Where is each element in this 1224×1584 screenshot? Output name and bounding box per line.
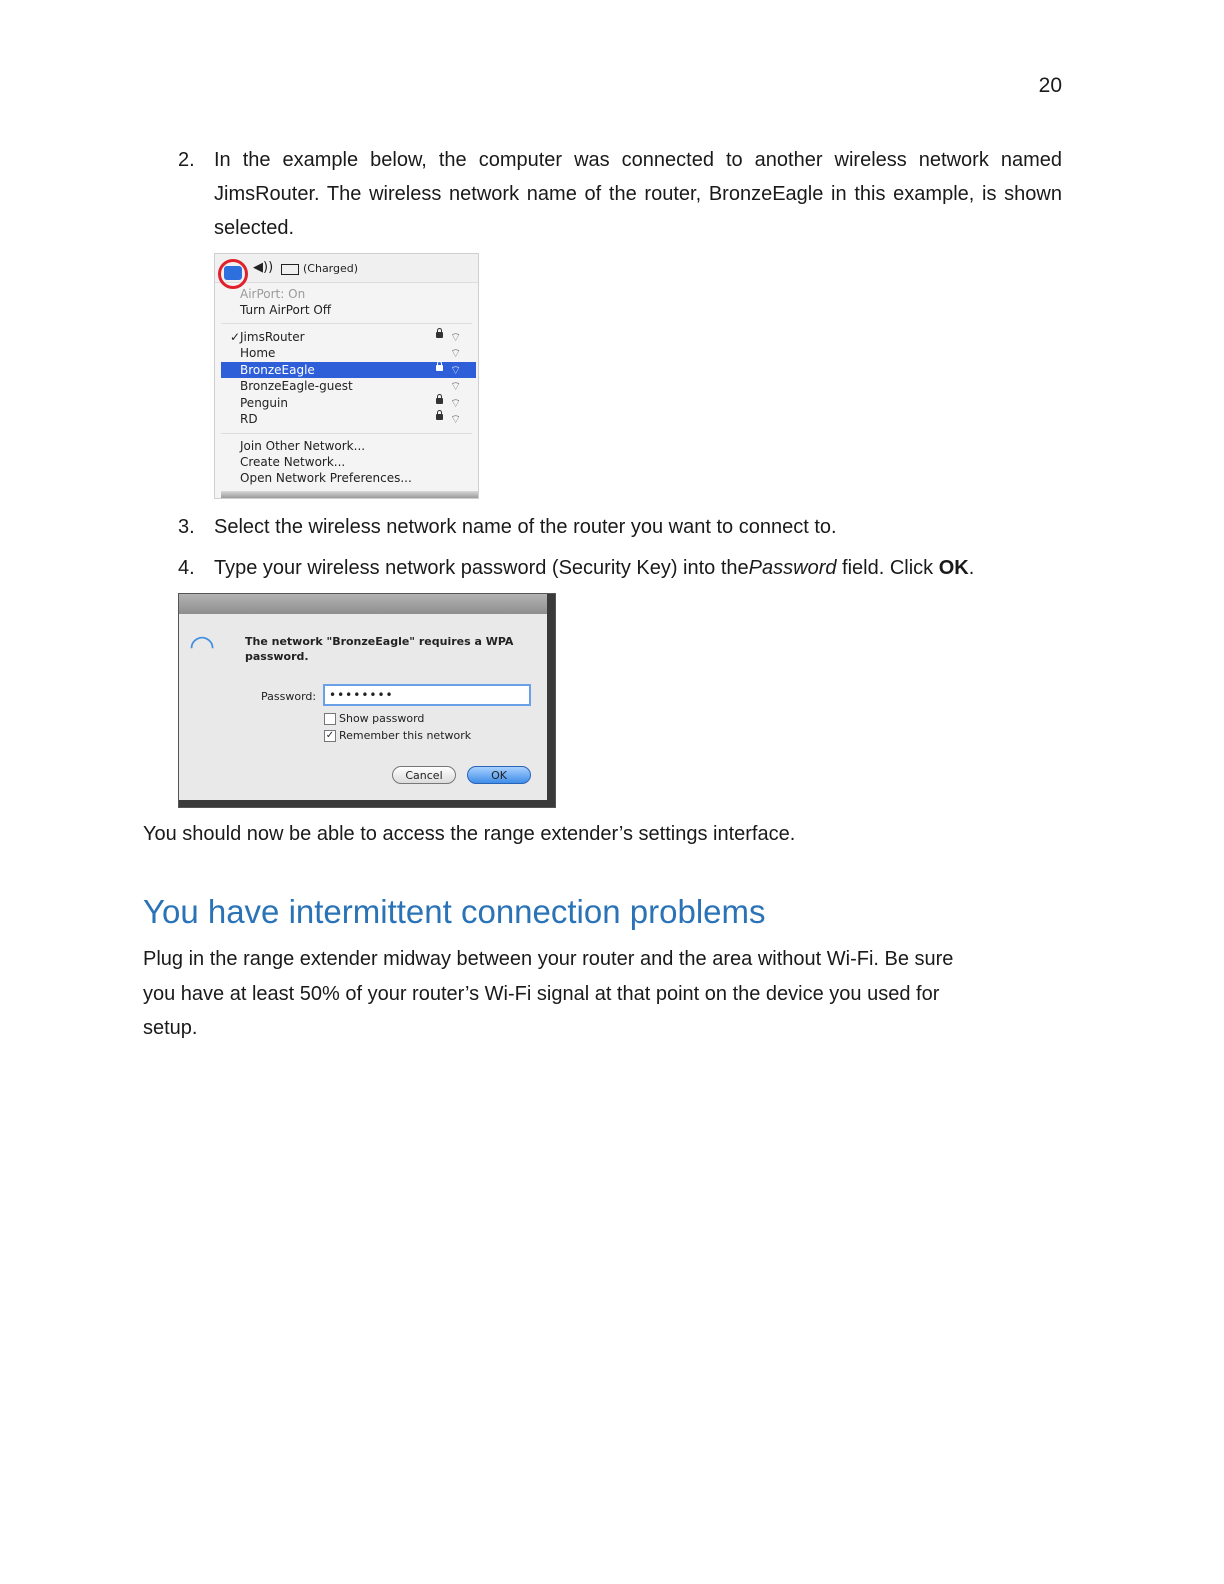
password-field-reference: Password — [748, 557, 837, 579]
section-body: Plug in the range extender midway between your router and the area without Wi-Fi. Be sure you have at least 50% of your router’s Wi-Fi signal at that point on the device you used for setup. — [143, 948, 954, 1039]
dialog-message: The network "BronzeEagle" requires a WPA password. — [245, 635, 514, 663]
password-input[interactable]: •••••••• — [323, 684, 531, 706]
show-password-label: Show password — [339, 712, 425, 725]
lock-icon — [436, 365, 443, 371]
step-text-part: Type your wireless network password (Security Key) into the — [214, 557, 749, 579]
dialog-edge — [547, 594, 555, 807]
wifi-signal-icon: ⌔ — [450, 330, 462, 344]
step-number: 4. — [178, 557, 195, 579]
menu-separator — [221, 323, 472, 324]
dialog-titlebar[interactable] — [179, 594, 555, 614]
volume-icon[interactable]: ◀)) — [253, 260, 274, 275]
network-item-jimsrouter[interactable] — [221, 329, 476, 345]
network-name: Penguin — [240, 396, 288, 410]
wifi-icon — [224, 266, 242, 280]
remember-network-label: Remember this network — [339, 729, 472, 742]
network-item-bronzeeagle-guest[interactable] — [221, 378, 476, 394]
step-text-part: field. Click — [836, 557, 939, 579]
cancel-button[interactable]: Cancel — [392, 766, 456, 784]
lock-icon — [436, 332, 443, 338]
airport-status: AirPort: On — [240, 287, 306, 301]
step-4 — [178, 551, 1062, 585]
wifi-signal-icon: ⌔ — [450, 346, 462, 360]
step-text: Select the wireless network name of the router you want to connect to. — [214, 516, 837, 538]
battery-status: (Charged) — [303, 262, 359, 275]
menu-item-join-other-network[interactable]: Join Other Network... — [240, 439, 366, 453]
network-item-rd[interactable] — [221, 411, 476, 427]
menu-item-turn-airport-off[interactable]: Turn AirPort Off — [240, 303, 332, 317]
page-number: 20 — [1038, 74, 1062, 97]
wifi-signal-icon: ⌔ — [450, 363, 462, 377]
password-label: Password: — [261, 690, 317, 703]
step-text: In the example below, the computer was connected to another wireless network named JimsRouter. The wireless network name of the router, BronzeEagle in this example, is shown selected. — [214, 149, 1062, 239]
lock-icon — [436, 414, 443, 420]
airport-menu-screenshot — [214, 253, 479, 499]
network-item-penguin[interactable] — [221, 395, 476, 411]
step-text-part: . — [968, 557, 975, 579]
step-number: 3. — [178, 516, 195, 538]
step-2 — [178, 143, 1062, 245]
network-name: Home — [240, 346, 276, 360]
menu-separator — [221, 433, 472, 434]
airport-menu-button[interactable] — [218, 259, 248, 289]
network-name: JimsRouter — [240, 330, 305, 344]
ok-button[interactable]: OK — [467, 766, 531, 784]
wifi-signal-icon: ⌔ — [450, 396, 462, 410]
wifi-icon: ◠ — [189, 629, 216, 664]
wifi-signal-icon: ⌔ — [450, 412, 462, 426]
step-3 — [178, 510, 1062, 544]
menu-item-create-network[interactable]: Create Network... — [240, 455, 346, 469]
check-icon: ✓ — [230, 330, 241, 344]
show-password-checkbox[interactable] — [324, 713, 336, 725]
lock-icon — [436, 398, 443, 404]
wifi-signal-icon: ⌔ — [450, 379, 462, 393]
network-item-home[interactable] — [221, 345, 476, 361]
menu-item-open-network-preferences[interactable]: Open Network Preferences... — [240, 471, 412, 485]
step-number: 2. — [178, 149, 195, 171]
remember-network-checkbox[interactable]: ✓ — [325, 730, 335, 741]
step-text — [214, 551, 1062, 585]
password-dialog-screenshot — [178, 593, 556, 808]
ok-reference: OK — [938, 557, 969, 579]
network-name: RD — [240, 412, 258, 426]
network-item-bronzeeagle[interactable] — [221, 362, 476, 378]
menu-shadow — [221, 491, 478, 498]
network-name: BronzeEagle — [240, 363, 315, 377]
battery-icon[interactable] — [281, 264, 299, 275]
result-paragraph: You should now be able to access the range extender’s settings interface. — [143, 823, 796, 845]
network-name: BronzeEagle-guest — [240, 379, 353, 393]
section-heading: You have intermittent connection problems — [143, 893, 766, 930]
dialog-edge — [179, 800, 555, 807]
